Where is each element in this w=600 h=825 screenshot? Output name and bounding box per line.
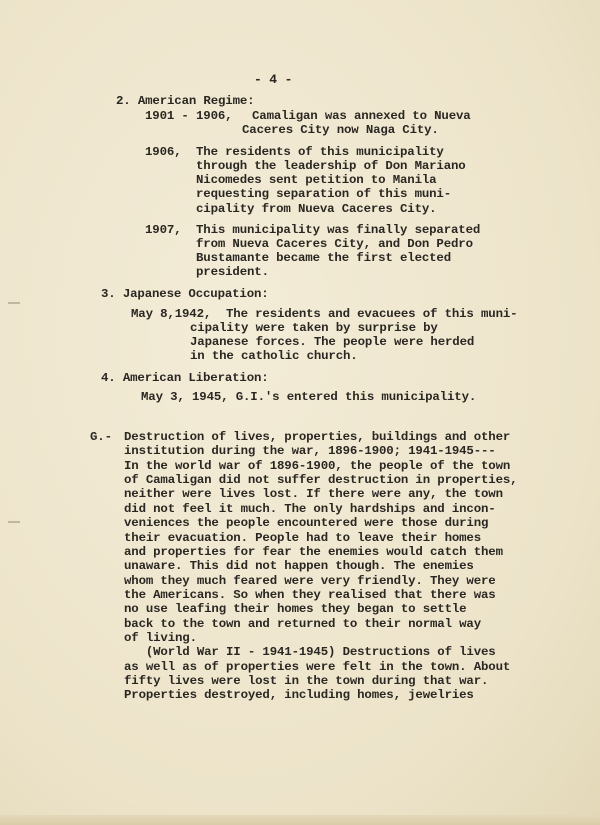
section-g-line: back to the town and returned to their normal way	[124, 616, 481, 631]
entry-line: Bustamante became the first elected	[196, 251, 451, 265]
entry-line: Camaligan was annexed to Nueva	[252, 109, 471, 123]
section-g-line: unaware. This did not happen though. The enemies	[124, 559, 474, 574]
section-g-line: institution during the war, 1896-1900; 1941-1945---	[124, 444, 496, 459]
entry-line: Nicomedes sent petition to Manila	[196, 173, 437, 187]
liberation-text: May 3, 1945, G.I.'s entered this municipality.	[141, 390, 477, 404]
entry-year-1906: 1906,	[145, 145, 182, 159]
page-edge	[0, 815, 600, 825]
section-g-line: no use leafing their homes they began to settle	[124, 602, 467, 617]
section-g-line: Properties destroyed, including homes, jewelries	[124, 688, 474, 703]
entry-line: Caceres City now Naga City.	[242, 123, 439, 137]
section-g-line: fifty lives were lost in the town during that war.	[124, 674, 489, 688]
section-g-line: of Camaligan did not suffer destruction in properties,	[124, 473, 518, 488]
section-g-line: Destruction of lives, properties, buildings and other	[124, 430, 511, 444]
binding-mark	[8, 521, 20, 523]
entry-line: The residents of this municipality	[196, 145, 444, 159]
entry-line: The residents and evacuees of this muni-	[226, 307, 518, 321]
section-heading-american-regime: 2. American Regime:	[116, 94, 255, 108]
section-g-label: G.-	[90, 430, 112, 444]
section-g-line: the Americans. So when they realised that there was	[124, 587, 496, 602]
section-g-line: In the world war of 1896-1900, the people of the town	[124, 458, 511, 473]
entry-line: from Nueva Caceres City, and Don Pedro	[196, 237, 473, 251]
entry-line: cipality from Nueva Caceres City.	[196, 202, 437, 216]
section-g-line: (World War II - 1941-1945) Destructions of lives	[124, 645, 496, 660]
entry-date-1942: May 8,1942,	[131, 307, 212, 321]
section-g-line: of living.	[124, 630, 197, 645]
section-g-line: whom they much feared were very friendly. They were	[124, 573, 496, 588]
section-g-line: their evacuation. People had to leave their homes	[124, 530, 481, 545]
entry-line: through the leadership of Don Mariano	[196, 159, 466, 173]
section-heading-japanese-occupation: 3. Japanese Occupation:	[101, 287, 269, 301]
binding-mark	[8, 302, 20, 304]
entry-line: in the catholic church.	[190, 349, 358, 363]
entry-line: president.	[196, 265, 269, 279]
entry-line: cipality were taken by surprise by	[190, 321, 438, 335]
section-g-line: neither were lives lost. If there were any, the town	[124, 487, 503, 502]
entry-line: requesting separation of this muni-	[196, 187, 451, 201]
entry-year-1901: 1901 - 1906,	[145, 109, 233, 123]
section-heading-american-liberation: 4. American Liberation:	[101, 371, 269, 385]
entry-year-1907: 1907,	[145, 223, 182, 237]
section-g-line: as well as of properties were felt in the town. About	[124, 659, 511, 674]
page-number: - 4 -	[254, 72, 293, 87]
entry-line: This municipality was finally separated	[196, 223, 481, 237]
section-g-line: veniences the people encountered were those during	[124, 516, 489, 531]
section-g-line: and properties for fear the enemies would catch them	[124, 544, 503, 559]
section-g-line: did not feel it much. The only hardships and incon-	[124, 501, 496, 516]
entry-line: Japanese forces. The people were herded	[190, 335, 475, 349]
